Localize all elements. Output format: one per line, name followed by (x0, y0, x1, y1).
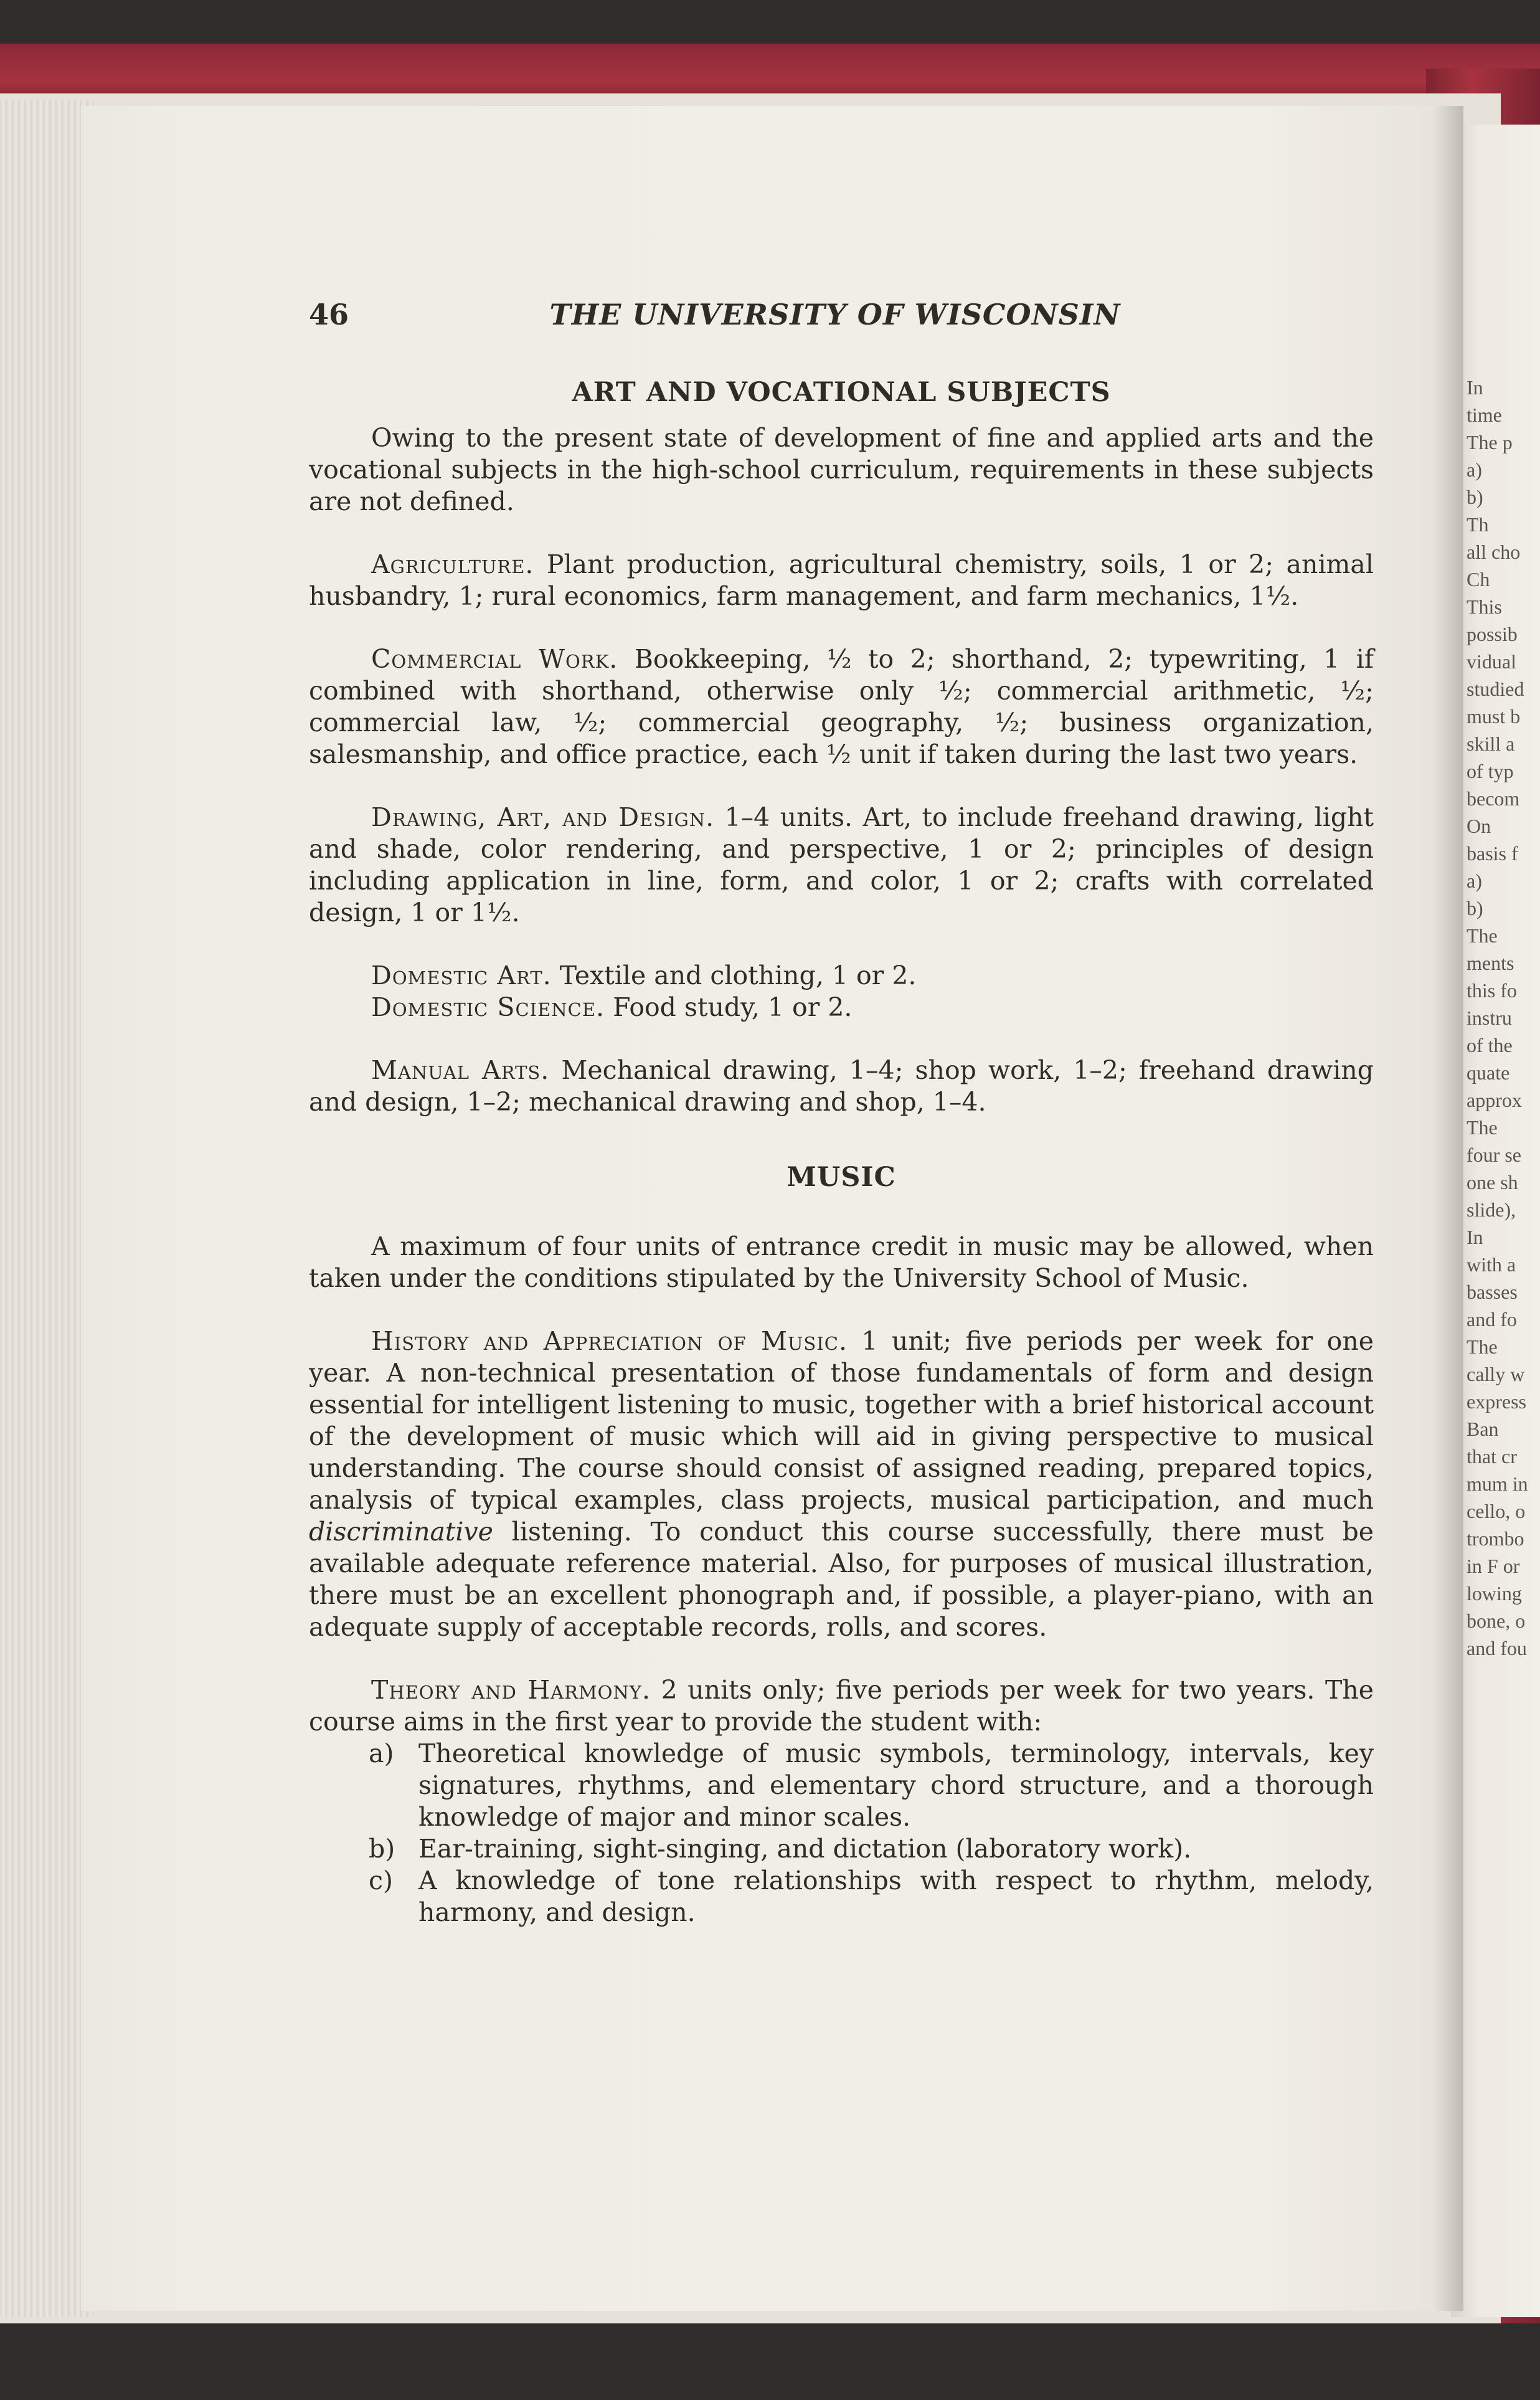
facing-page-fragment: with a (1467, 1253, 1516, 1276)
facing-page-fragment: one sh (1467, 1171, 1518, 1193)
facing-page-fragment: vidual (1467, 650, 1516, 673)
agriculture-paragraph (309, 549, 1374, 612)
theory-harmony-label: Theory and Harmony. (371, 1675, 651, 1705)
domestic-art-label: Domestic Art. (371, 960, 552, 990)
facing-page-fragment: In (1467, 376, 1483, 399)
facing-page-fragment: b) (1467, 486, 1483, 508)
facing-page-fragment: The p (1467, 431, 1513, 453)
list-marker: c) (369, 1866, 393, 1895)
facing-page-fragment: slide), (1467, 1198, 1516, 1221)
facing-page-fragment: four se (1467, 1144, 1521, 1166)
drawing-art-design-label: Drawing, Art, and Design. (371, 802, 715, 832)
history-appreciation-text-2: listening. To conduct this course successfully, there must be available adequate reference material. Also, for purposes of musical illustration, there must be an excellent phonograph and, if possible, a player-piano, with an adequate supply of acceptable records, rolls, and scores. (309, 1517, 1374, 1642)
music-intro-text: A maximum of four units of entrance credit in music may be allowed, when taken under the conditions stipulated by the University School of Music. (309, 1231, 1374, 1293)
history-appreciation-paragraph (309, 1326, 1374, 1643)
facing-page-fragment: basis f (1467, 842, 1518, 865)
facing-page-fragment: studied (1467, 678, 1524, 700)
facing-page-fragment: instru (1467, 1007, 1512, 1029)
list-marker: b) (369, 1834, 395, 1864)
facing-page-fragment: Th (1467, 513, 1489, 536)
facing-page-fragment: The (1467, 1116, 1498, 1139)
agriculture-text: Plant production, agricultural chemistry, soils, 1 or 2; animal husbandry, 1; rural economics, farm management, and farm mechanics, 1½. (309, 549, 1374, 611)
commercial-work-paragraph (309, 643, 1374, 771)
facing-page-fragment: this fo (1467, 979, 1517, 1002)
facing-page-fragment: cello, o (1467, 1500, 1526, 1522)
list-item (309, 1833, 1374, 1865)
art-intro-text: Owing to the present state of development of fine and applied arts and the vocational subjects in the high-school curriculum, requirements in these subjects are not defined. (309, 423, 1374, 516)
facing-page-fragment: This (1467, 595, 1502, 618)
history-appreciation-label: History and Appreciation of Music. (371, 1326, 848, 1356)
art-vocational-heading: ART AND VOCATIONAL SUBJECTS (572, 377, 1111, 408)
facing-page-fragment: Ch (1467, 568, 1490, 591)
facing-page-fragment: a) (1467, 458, 1482, 481)
facing-page-fragment: bone, o (1467, 1610, 1526, 1632)
theory-aims-list (309, 1738, 1374, 1928)
domestic-art-text: Textile and clothing, 1 or 2. (551, 960, 917, 990)
theory-harmony-text: 2 units only; five periods per week for two years. The course aims in the first year to provide the student with: (309, 1675, 1374, 1737)
commercial-work-label: Commercial Work. (371, 644, 618, 674)
list-item-text: A knowledge of tone relationships with respect to rhythm, melody, harmony, and design. (418, 1866, 1374, 1927)
drawing-art-design-paragraph (309, 802, 1374, 929)
manual-arts-text: Mechanical drawing, 1–4; shop work, 1–2; freehand drawing and design, 1–2; mechanical drawing and shop, 1–4. (309, 1055, 1374, 1117)
facing-page-fragment: time (1467, 404, 1502, 426)
running-head (309, 298, 1374, 341)
facing-page-fragment: in F or (1467, 1555, 1520, 1577)
list-item-text: Ear-training, sight-singing, and dictation (laboratory work). (418, 1834, 1192, 1864)
facing-page-fragment: approx (1467, 1089, 1522, 1111)
list-marker: a) (369, 1738, 394, 1768)
facing-page-fragment: ments (1467, 952, 1514, 974)
background-bottom (0, 2323, 1540, 2400)
page-body (309, 377, 1374, 1928)
facing-page-fragment: express (1467, 1390, 1526, 1413)
facing-page-fragment: that cr (1467, 1445, 1517, 1468)
facing-page-fragment: possib (1467, 623, 1518, 645)
page-edges-left (0, 100, 93, 2317)
domestic-science-label: Domestic Science. (371, 992, 605, 1022)
domestic-art-paragraph (309, 960, 1374, 992)
commercial-work-text: Bookkeeping, ½ to 2; shorthand, 2; typewriting, 1 if combined with shorthand, otherwise only ½; commercial arithmetic, ½; commercial law, ½; commercial geography, ½; business organization, salesmanship, and office practice, each ½ unit if taken during the last two years. (309, 644, 1374, 769)
history-appreciation-text-1: 1 unit; five periods per week for one year. A non-technical presentation of those fundamentals of form and design essential for intelligent listening to music, together with a brief historical account of the development of music which will aid in giving perspective to musical understanding. The course should consist of assigned reading, prepared topics, analysis of typical examples, class projects, musical participation, and much (309, 1326, 1374, 1515)
page-number: 46 (309, 298, 349, 331)
facing-page-fragment: The (1467, 924, 1498, 947)
facing-page-fragment: and fou (1467, 1637, 1527, 1659)
agriculture-label: Agriculture. (371, 549, 534, 579)
facing-page-fragment: of the (1467, 1034, 1513, 1056)
facing-page-fragment: In (1467, 1226, 1483, 1248)
history-appreciation-emphasis: discriminative (309, 1517, 493, 1547)
facing-page-fragment: trombo (1467, 1527, 1524, 1550)
facing-page-fragment: b) (1467, 897, 1483, 919)
art-intro-paragraph (309, 422, 1374, 518)
facing-page-fragment: Ban (1467, 1418, 1499, 1440)
facing-page-fragment: and fo (1467, 1308, 1517, 1330)
facing-page-fragment: On (1467, 815, 1491, 837)
music-intro-paragraph (309, 1231, 1374, 1294)
spine-shadow (1432, 106, 1463, 2311)
drawing-art-design-text: 1–4 units. Art, to include freehand drawing, light and shade, color rendering, and perspective, 1 or 2; principles of design including application in line, form, and color, 1 or 2; crafts with correlated design, 1 or 1½. (309, 802, 1374, 927)
facing-page-fragment: of typ (1467, 760, 1514, 782)
facing-page-fragment: The (1467, 1335, 1498, 1358)
facing-page-fragment: basses (1467, 1281, 1518, 1303)
music-heading: MUSIC (787, 1162, 896, 1193)
domestic-science-paragraph (309, 992, 1374, 1023)
running-title: THE UNIVERSITY OF WISCONSIN (549, 298, 1121, 331)
theory-harmony-paragraph (309, 1674, 1374, 1738)
list-item-text: Theoretical knowledge of music symbols, terminology, intervals, key signatures, rhythms, and elementary chord structure, and a thorough knowledge of major and minor scales. (418, 1738, 1374, 1832)
facing-page-fragment: a) (1467, 870, 1482, 892)
facing-page-fragment: becom (1467, 787, 1520, 810)
list-item (309, 1738, 1374, 1833)
manual-arts-label: Manual Arts. (371, 1055, 550, 1085)
facing-page-fragment: quate (1467, 1061, 1510, 1084)
facing-page-fragment: lowing (1467, 1582, 1522, 1605)
facing-page-text-fragments (1467, 374, 1540, 1662)
facing-page-fragment: cally w (1467, 1363, 1525, 1385)
domestic-science-text: Food study, 1 or 2. (605, 992, 853, 1022)
facing-page-fragment: mum in (1467, 1473, 1528, 1495)
facing-page-fragment: must b (1467, 705, 1521, 728)
facing-page-fragment: skill a (1467, 733, 1515, 755)
manual-arts-paragraph (309, 1055, 1374, 1118)
facing-page-fragment: all cho (1467, 541, 1521, 563)
list-item (309, 1865, 1374, 1928)
